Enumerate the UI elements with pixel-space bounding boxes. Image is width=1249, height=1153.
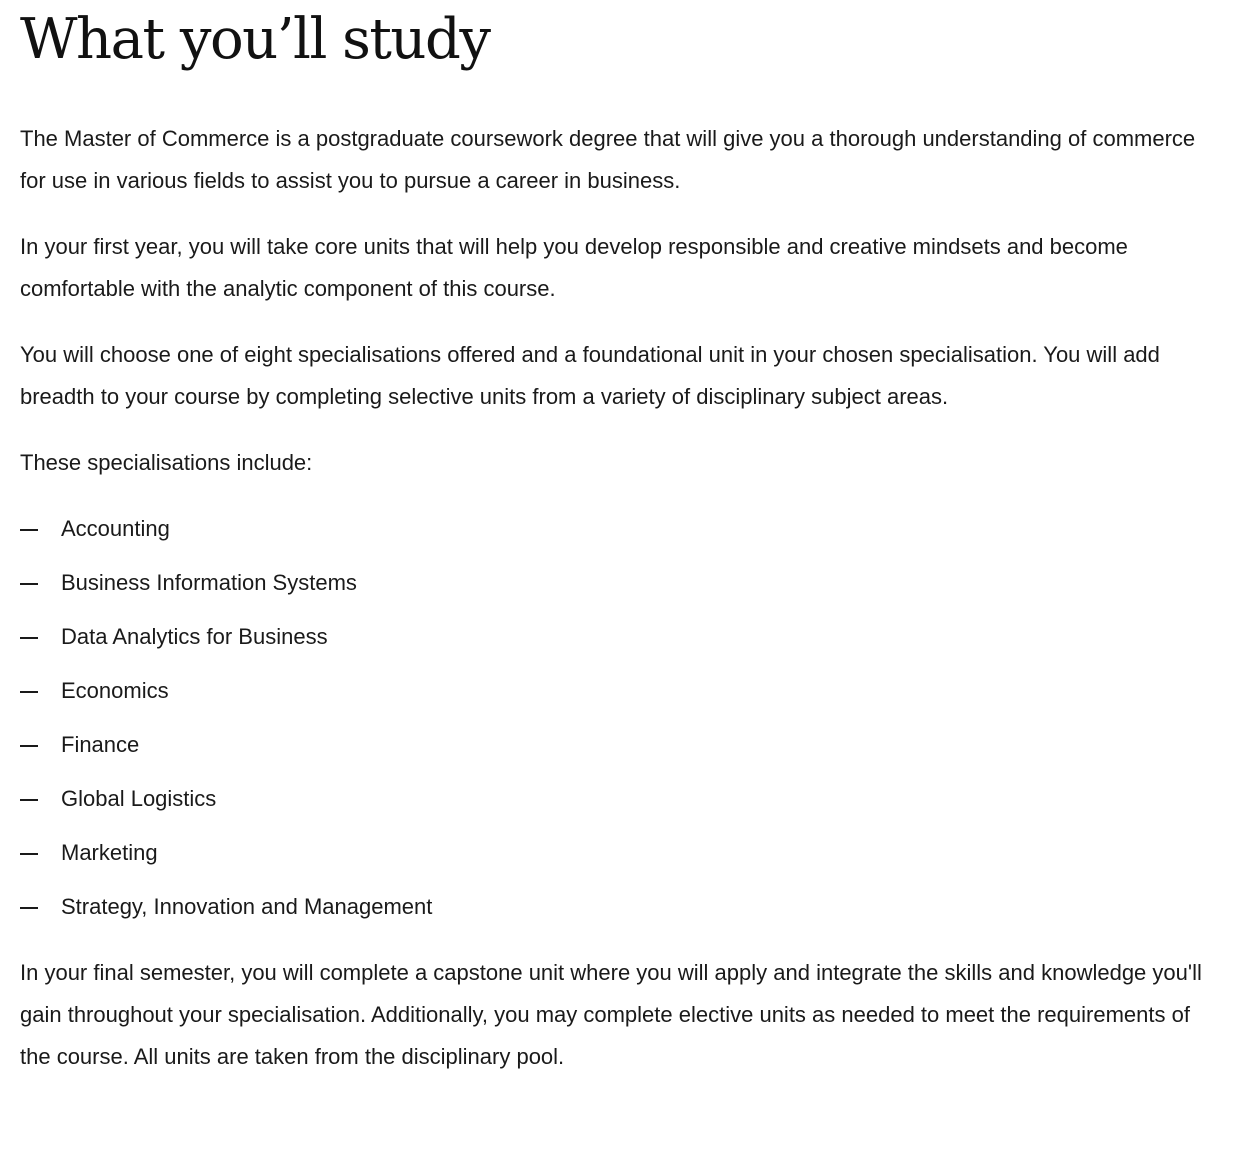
intro-paragraph: The Master of Commerce is a postgraduate coursework degree that will give you a thorough understanding of commerce for use in various fields to assist you to pursue a career in business. bbox=[20, 126, 1196, 193]
list-item bbox=[20, 832, 1210, 874]
first-year-paragraph: In your first year, you will take core units that will help you develop responsible and creative mindsets and become comfortable with the analytic component of this course. bbox=[20, 234, 1128, 301]
list-item bbox=[20, 562, 1210, 604]
list-item bbox=[20, 778, 1210, 820]
specialisation-paragraph: You will choose one of eight specialisations offered and a foundational unit in your chosen specialisation. You will add breadth to your course by completing selective units from a variety of disciplinary subject areas. bbox=[20, 342, 1160, 409]
list-item-label: Economics bbox=[61, 678, 169, 703]
section-heading: What you’ll study bbox=[20, 7, 490, 72]
list-item-label: Global Logistics bbox=[61, 786, 217, 811]
list-item bbox=[20, 508, 1210, 550]
list-item bbox=[20, 886, 1210, 928]
dash-icon bbox=[20, 562, 38, 604]
list-item-label: Marketing bbox=[61, 840, 158, 865]
dash-icon bbox=[20, 778, 38, 820]
specialisations-list bbox=[20, 508, 1210, 928]
dash-icon bbox=[20, 832, 38, 874]
list-intro-paragraph: These specialisations include: bbox=[20, 450, 313, 475]
final-paragraph: In your final semester, you will complete a capstone unit where you will apply and integrate the skills and knowledge you'll gain throughout your specialisation. Additionally, you may complete elective units as needed to meet the requirements of the course. All units are taken from the disciplinary pool. bbox=[20, 960, 1202, 1069]
dash-icon bbox=[20, 670, 38, 712]
list-item-label: Accounting bbox=[61, 516, 170, 541]
list-item-label: Strategy, Innovation and Management bbox=[61, 894, 433, 919]
study-section bbox=[20, 0, 1210, 1078]
list-item bbox=[20, 670, 1210, 712]
list-item-label: Business Information Systems bbox=[61, 570, 357, 595]
dash-icon bbox=[20, 508, 38, 550]
list-item bbox=[20, 616, 1210, 658]
dash-icon bbox=[20, 724, 38, 766]
list-item-label: Finance bbox=[61, 732, 140, 757]
list-item bbox=[20, 724, 1210, 766]
dash-icon bbox=[20, 886, 38, 928]
list-item-label: Data Analytics for Business bbox=[61, 624, 328, 649]
dash-icon bbox=[20, 616, 38, 658]
